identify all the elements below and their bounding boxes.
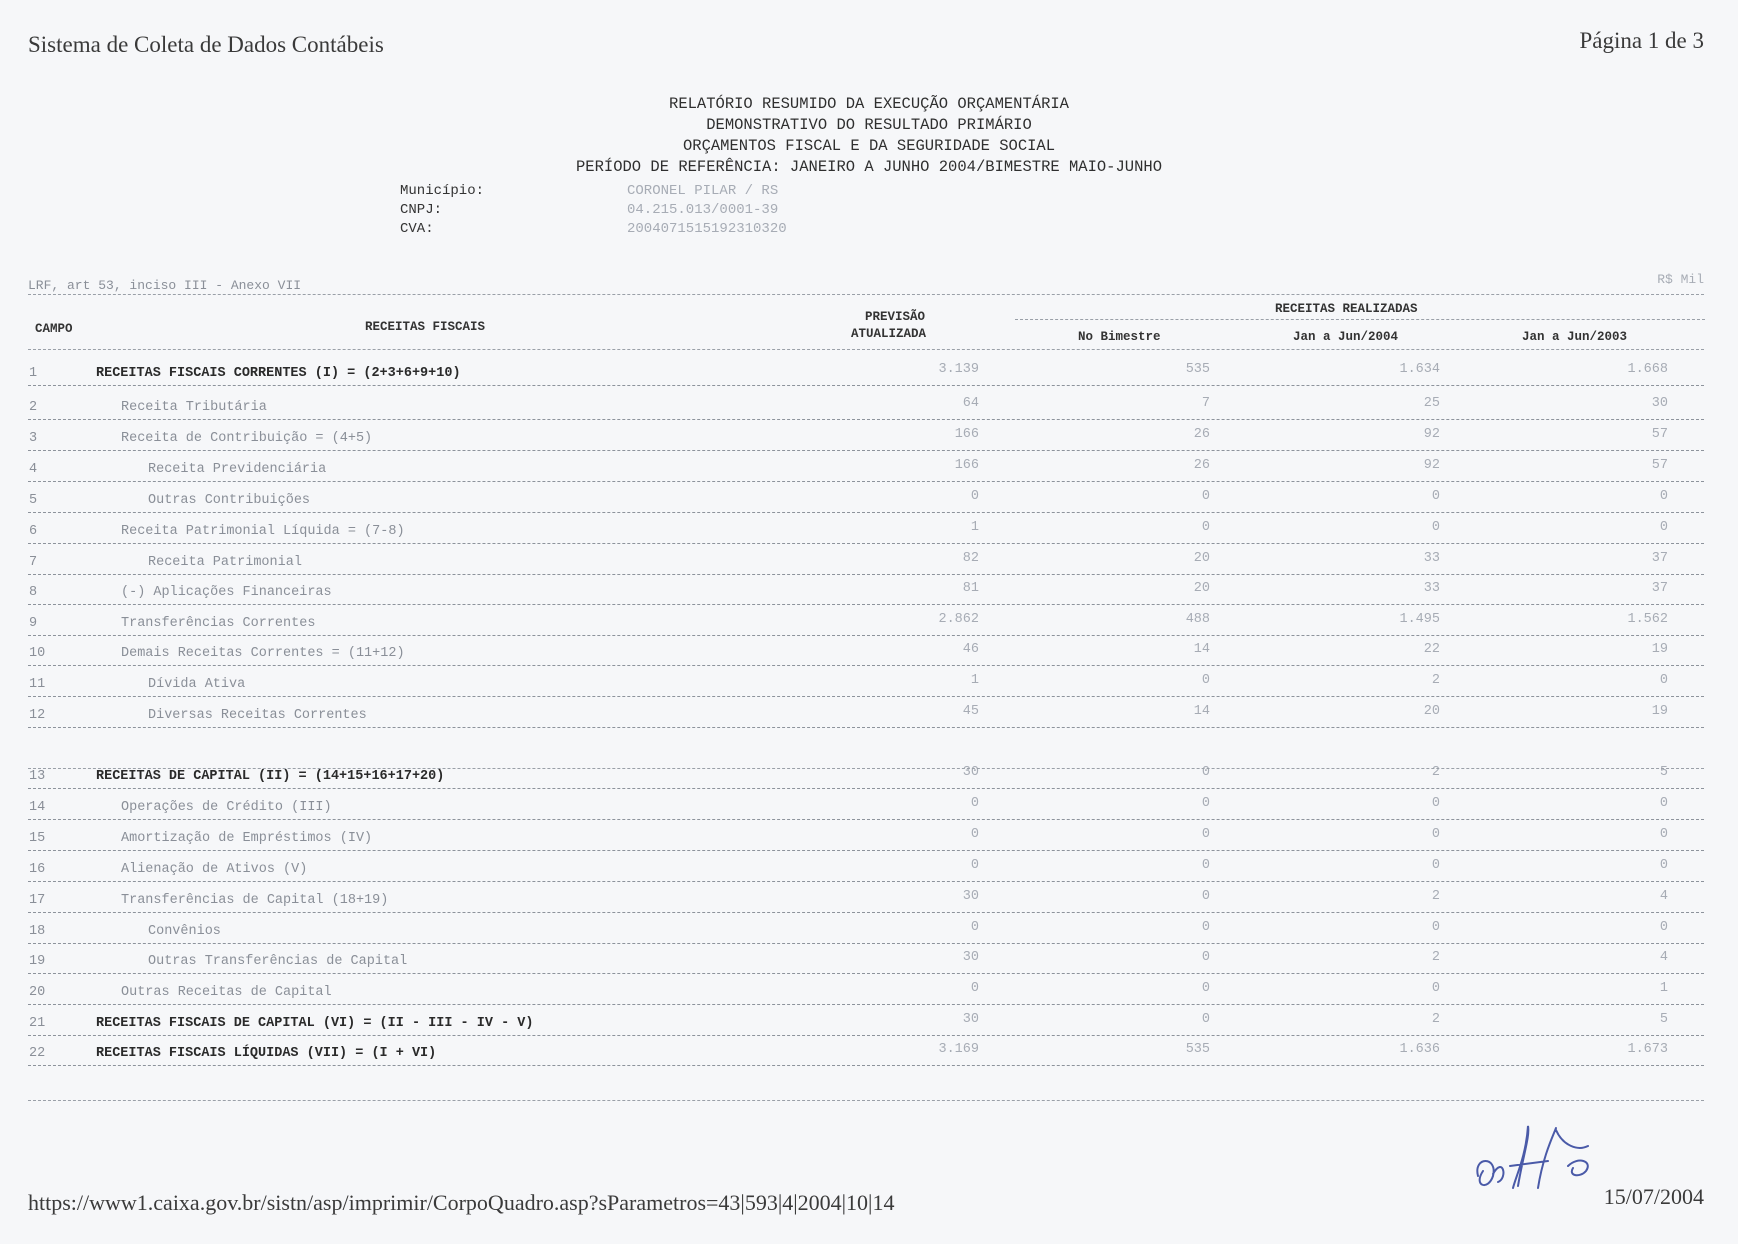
- divider: [28, 727, 1704, 728]
- row-label: Alienação de Ativos (V): [121, 862, 308, 877]
- jun-2003-value: 0: [1659, 489, 1668, 504]
- column-header-realizadas: RECEITAS REALIZADAS: [1275, 302, 1418, 316]
- row-label: Transferências de Capital (18+19): [121, 893, 389, 908]
- municipio-label: Município:: [400, 183, 485, 199]
- jun-2004-value: 0: [1431, 920, 1440, 935]
- divider: [28, 349, 1704, 350]
- column-header-2003: Jan a Jun/2003: [1522, 330, 1628, 344]
- row-label: Receita Previdenciária: [148, 462, 327, 477]
- row-label: RECEITAS FISCAIS CORRENTES (I) = (2+3+6+9+10): [96, 366, 461, 381]
- report-title: RELATÓRIO RESUMIDO DA EXECUÇÃO ORÇAMENTÁRIA: [669, 95, 1069, 113]
- previsao-value: 0: [970, 920, 979, 935]
- bimestre-value: 0: [1201, 889, 1210, 904]
- table-row: [0, 940, 1738, 974]
- bimestre-value: 7: [1201, 396, 1210, 411]
- jun-2003-value: 1.673: [1627, 1042, 1668, 1057]
- row-label: (-) Aplicações Financeiras: [121, 585, 332, 600]
- table-row: [0, 1032, 1738, 1066]
- row-label: Receita Tributária: [121, 400, 267, 415]
- jun-2004-value: 33: [1423, 581, 1440, 596]
- bimestre-value: 0: [1201, 489, 1210, 504]
- signature-icon: [1468, 1116, 1618, 1206]
- jun-2004-value: 2: [1431, 765, 1440, 780]
- row-number: 19: [29, 954, 46, 969]
- row-number: 17: [29, 893, 46, 908]
- table-row: [0, 755, 1738, 789]
- bimestre-value: 0: [1201, 858, 1210, 873]
- jun-2003-value: 4: [1659, 950, 1668, 965]
- bimestre-value: 0: [1201, 981, 1210, 996]
- row-number: 1: [29, 366, 38, 381]
- jun-2004-value: 2: [1431, 889, 1440, 904]
- bimestre-value: 14: [1193, 704, 1210, 719]
- jun-2003-value: 37: [1651, 551, 1668, 566]
- previsao-value: 30: [962, 889, 979, 904]
- table-row: [0, 848, 1738, 882]
- divider: [28, 1100, 1704, 1101]
- column-header-previsao: PREVISÃO: [865, 310, 926, 324]
- bimestre-value: 488: [1185, 612, 1210, 627]
- jun-2003-value: 5: [1659, 765, 1668, 780]
- row-number: 3: [29, 431, 38, 446]
- row-label: Demais Receitas Correntes = (11+12): [121, 646, 405, 661]
- cnpj-value: 04.215.013/0001-39: [627, 202, 779, 218]
- previsao-value: 166: [954, 458, 979, 473]
- row-number: 12: [29, 708, 46, 723]
- report-period: PERÍODO DE REFERÊNCIA: JANEIRO A JUNHO 2004/BIMESTRE MAIO-JUNHO: [576, 158, 1162, 176]
- row-number: 14: [29, 800, 46, 815]
- jun-2004-value: 2: [1431, 950, 1440, 965]
- row-label: RECEITAS FISCAIS DE CAPITAL (VI) = (II - III - IV - V): [96, 1016, 534, 1031]
- bimestre-value: 20: [1193, 581, 1210, 596]
- table-row: [0, 417, 1738, 451]
- report-scope: ORÇAMENTOS FISCAL E DA SEGURIDADE SOCIAL: [682, 137, 1056, 155]
- table-row: [0, 910, 1738, 944]
- jun-2003-value: 0: [1659, 520, 1668, 535]
- previsao-value: 64: [962, 396, 979, 411]
- previsao-value: 3.169: [938, 1042, 979, 1057]
- jun-2003-value: 57: [1651, 427, 1668, 442]
- jun-2004-value: 0: [1431, 520, 1440, 535]
- bimestre-value: 14: [1193, 642, 1210, 657]
- bimestre-value: 26: [1193, 427, 1210, 442]
- jun-2004-value: 0: [1431, 981, 1440, 996]
- row-number: 18: [29, 924, 46, 939]
- jun-2004-value: 20: [1423, 704, 1440, 719]
- table-row: [0, 694, 1738, 728]
- row-number: 10: [29, 646, 46, 661]
- divider: [28, 1065, 1704, 1066]
- jun-2003-value: 0: [1659, 796, 1668, 811]
- previsao-value: 30: [962, 765, 979, 780]
- row-label: Operações de Crédito (III): [121, 800, 332, 815]
- table-row: [0, 786, 1738, 820]
- bimestre-value: 0: [1201, 827, 1210, 842]
- currency-unit: R$ Mil: [1657, 272, 1704, 287]
- table-row: [0, 510, 1738, 544]
- column-header-receitas: RECEITAS FISCAIS: [365, 320, 486, 334]
- row-label: Diversas Receitas Correntes: [148, 708, 367, 723]
- row-number: 8: [29, 585, 38, 600]
- jun-2003-value: 57: [1651, 458, 1668, 473]
- column-header-campo: CAMPO: [35, 322, 73, 336]
- bimestre-value: 0: [1201, 765, 1210, 780]
- previsao-value: 0: [970, 981, 979, 996]
- bimestre-value: 535: [1185, 1042, 1210, 1057]
- row-label: Transferências Correntes: [121, 616, 316, 631]
- jun-2003-value: 0: [1659, 858, 1668, 873]
- bimestre-value: 535: [1185, 362, 1210, 377]
- row-number: 13: [29, 769, 46, 784]
- row-label: Receita Patrimonial: [148, 555, 302, 570]
- bimestre-value: 0: [1201, 673, 1210, 688]
- jun-2004-value: 33: [1423, 551, 1440, 566]
- jun-2003-value: 19: [1651, 704, 1668, 719]
- jun-2004-value: 1.495: [1399, 612, 1440, 627]
- row-number: 16: [29, 862, 46, 877]
- row-label: Receita Patrimonial Líquida = (7-8): [121, 524, 405, 539]
- jun-2004-value: 0: [1431, 827, 1440, 842]
- table-row: [0, 879, 1738, 913]
- previsao-value: 0: [970, 827, 979, 842]
- row-label: Outras Transferências de Capital: [148, 954, 408, 969]
- row-label: RECEITAS FISCAIS LÍQUIDAS (VII) = (I + VI): [96, 1046, 437, 1061]
- jun-2004-value: 1.634: [1399, 362, 1440, 377]
- bimestre-value: 0: [1201, 920, 1210, 935]
- jun-2003-value: 19: [1651, 642, 1668, 657]
- source-url: https://www1.caixa.gov.br/sistn/asp/imprimir/CorpoQuadro.asp?sParametros=43|593|4|2004|10|14: [28, 1190, 895, 1215]
- table-row: [0, 971, 1738, 1005]
- jun-2004-value: 1.636: [1399, 1042, 1440, 1057]
- row-number: 15: [29, 831, 46, 846]
- print-date: 15/07/2004: [1603, 1184, 1704, 1209]
- table-row: [0, 448, 1738, 482]
- report-header: [0, 94, 1738, 178]
- jun-2003-value: 5: [1659, 1012, 1668, 1027]
- divider: [28, 294, 1704, 295]
- previsao-value: 0: [970, 489, 979, 504]
- bimestre-value: 0: [1201, 796, 1210, 811]
- bimestre-value: 0: [1201, 1012, 1210, 1027]
- table-row: [0, 571, 1738, 605]
- legal-reference: LRF, art 53, inciso III - Anexo VII: [28, 278, 302, 293]
- page-number: Página 1 de 3: [1579, 28, 1704, 53]
- previsao-value: 46: [962, 642, 979, 657]
- jun-2004-value: 2: [1431, 673, 1440, 688]
- jun-2003-value: 1.562: [1627, 612, 1668, 627]
- row-label: Amortização de Empréstimos (IV): [121, 831, 373, 846]
- table-row: [0, 352, 1738, 386]
- column-header-bimestre: No Bimestre: [1078, 330, 1161, 344]
- row-number: 22: [29, 1046, 46, 1061]
- cva-value: 200407151519231032​0: [627, 221, 787, 237]
- jun-2004-value: 0: [1431, 858, 1440, 873]
- jun-2003-value: 1: [1659, 981, 1668, 996]
- jun-2004-value: 0: [1431, 796, 1440, 811]
- cva-label: CVA:: [400, 221, 434, 237]
- jun-2004-value: 2: [1431, 1012, 1440, 1027]
- previsao-value: 3.139: [938, 362, 979, 377]
- table-row: [0, 632, 1738, 666]
- jun-2003-value: 0: [1659, 920, 1668, 935]
- system-title: Sistema de Coleta de Dados Contábeis: [28, 32, 384, 57]
- row-label: Dívida Ativa: [148, 677, 246, 692]
- row-number: 6: [29, 524, 38, 539]
- previsao-value: 0: [970, 858, 979, 873]
- column-header-atualizada: ATUALIZADA: [851, 327, 927, 341]
- jun-2004-value: 92: [1423, 458, 1440, 473]
- cnpj-label: CNPJ:: [400, 202, 443, 218]
- table-row: [0, 663, 1738, 697]
- previsao-value: 81: [962, 581, 979, 596]
- row-number: 20: [29, 985, 46, 1000]
- previsao-value: 166: [954, 427, 979, 442]
- row-number: 2: [29, 400, 38, 415]
- row-number: 7: [29, 555, 38, 570]
- column-header-2004: Jan a Jun/2004: [1293, 330, 1399, 344]
- previsao-value: 0: [970, 796, 979, 811]
- jun-2003-value: 4: [1659, 889, 1668, 904]
- jun-2004-value: 25: [1423, 396, 1440, 411]
- table-row: [0, 386, 1738, 420]
- previsao-value: 2.862: [938, 612, 979, 627]
- row-number: 5: [29, 493, 38, 508]
- row-label: Receita de Contribuição = (4+5): [121, 431, 373, 446]
- row-label: Convênios: [148, 924, 221, 939]
- row-number: 21: [29, 1016, 46, 1031]
- jun-2003-value: 0: [1659, 827, 1668, 842]
- previsao-value: 45: [962, 704, 979, 719]
- jun-2004-value: 0: [1431, 489, 1440, 504]
- jun-2003-value: 1.668: [1627, 362, 1668, 377]
- table-row: [0, 479, 1738, 513]
- table-row: [0, 602, 1738, 636]
- table-row: [0, 541, 1738, 575]
- divider: [1015, 319, 1705, 320]
- table-header: [0, 298, 1738, 348]
- entity-info: [400, 182, 787, 239]
- bimestre-value: 0: [1201, 950, 1210, 965]
- previsao-value: 30: [962, 950, 979, 965]
- divider: [28, 768, 1704, 769]
- bimestre-value: 0: [1201, 520, 1210, 535]
- table-row: [0, 1002, 1738, 1036]
- jun-2003-value: 30: [1651, 396, 1668, 411]
- row-number: 4: [29, 462, 38, 477]
- municipio-value: CORONEL PILAR / RS: [627, 183, 779, 199]
- jun-2003-value: 37: [1651, 581, 1668, 596]
- row-number: 11: [29, 677, 46, 692]
- row-number: 9: [29, 616, 38, 631]
- row-label: Outras Receitas de Capital: [121, 985, 332, 1000]
- jun-2003-value: 0: [1659, 673, 1668, 688]
- previsao-value: 1: [970, 673, 979, 688]
- table-row: [0, 817, 1738, 851]
- previsao-value: 82: [962, 551, 979, 566]
- report-subtitle: DEMONSTRATIVO DO RESULTADO PRIMÁRIO: [706, 116, 1032, 134]
- previsao-value: 30: [962, 1012, 979, 1027]
- previsao-value: 1: [970, 520, 979, 535]
- bimestre-value: 20: [1193, 551, 1210, 566]
- bimestre-value: 26: [1193, 458, 1210, 473]
- jun-2004-value: 92: [1423, 427, 1440, 442]
- row-label: RECEITAS DE CAPITAL (II) = (14+15+16+17+20): [96, 769, 445, 784]
- row-label: Outras Contribuições: [148, 493, 311, 508]
- jun-2004-value: 22: [1423, 642, 1440, 657]
